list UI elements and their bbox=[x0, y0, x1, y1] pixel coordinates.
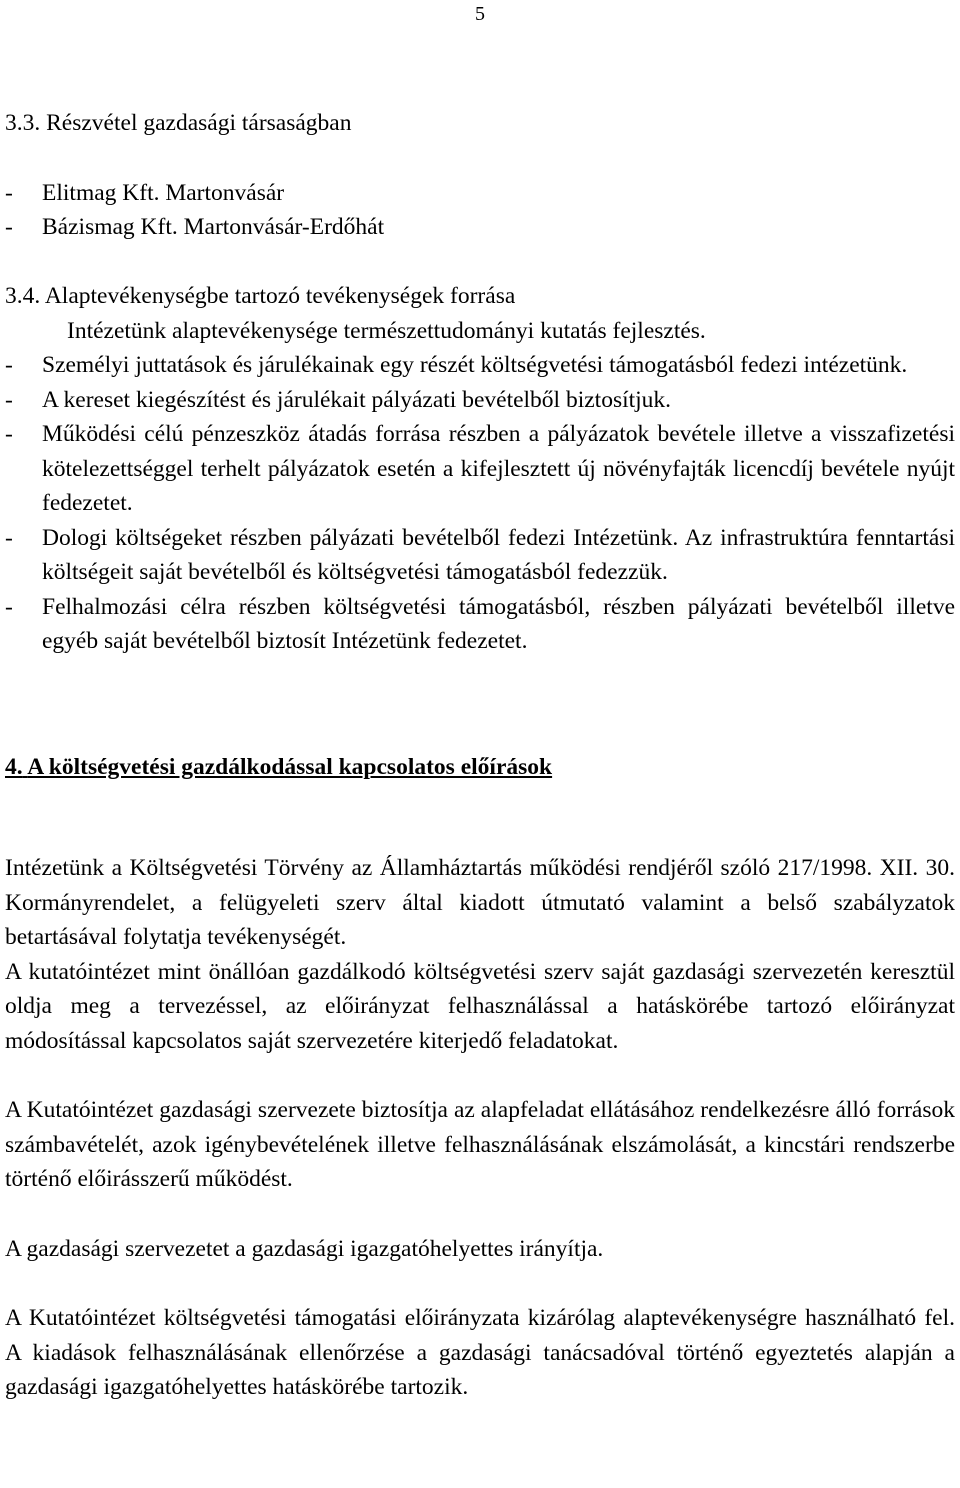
list-item: - Személyi juttatások és járulékainak egy részét költségvetési támogatásból fedezi intézetünk. bbox=[5, 352, 908, 378]
list-item: - Elitmag Kft. Martonvásár bbox=[5, 179, 285, 206]
paragraph: Intézetünk a Költségvetési Törvény az Államháztartás működési rendjéről szóló 217/1998. XII. 30. Kormányrendelet, a felügyeleti szerv által kiadott útmutató valamint a belső szabályzatok betartásával folytatja tevékenységét. bbox=[5, 855, 955, 950]
paragraph: A Kutatóintézet költségvetési támogatási előirányzata kizárólag alaptevékenységre használható fel. A kiadások felhasználásának ellenőrzése a gazdasági tanácsadóval történő egyeztetés alapján a gazdasági igazgatóhelyettes hatáskörébe tartozik. bbox=[5, 1305, 955, 1400]
list-item: - Bázismag Kft. Martonvásár-Erdőhát bbox=[5, 214, 385, 240]
page-number: 5 bbox=[475, 3, 485, 25]
section-4-number: 4. bbox=[5, 754, 23, 780]
list-item: - A kereset kiegészítést és járulékait pályázati bevételből biztosítjuk. bbox=[5, 386, 672, 413]
section-4-body bbox=[5, 851, 955, 1405]
paragraph: A Kutatóintézet gazdasági szervezete biztosítja az alapfeladat ellátásához rendelkezésre álló források számbavételét, azok igénybevételének illetve felhasználásának elszámolását, a kincstári rendszerbe történő előirásszerű működést. bbox=[5, 1097, 955, 1192]
section-3-3 bbox=[5, 106, 955, 245]
list-item: - Működési célú pénzeszköz átadás forrása részben a pályázatok bevétele illetve a visszafizetési kötelezettséggel terhelt pályázatok esetén a kifejlesztett új növényfajták licencdíj bevétele nyújt fedezetet. bbox=[5, 421, 955, 516]
section-4-title: A költségvetési gazdálkodással kapcsolatos előírások bbox=[27, 754, 553, 780]
section-3-4-intro: Intézetünk alaptevékenysége természettudományi kutatás fejlesztés. bbox=[67, 317, 706, 344]
list-item: - Dologi költségeket részben pályázati bevételből fedezi Intézetünk. Az infrastruktúra fenntartási költségeit saját bevételből és költségvetési támogatásból fedezzük. bbox=[5, 524, 955, 585]
paragraph: A kutatóintézet mint önállóan gazdálkodó költségvetési szerv saját gazdasági szervezetén keresztül oldja meg a tervezéssel, az előirányzat felhasználással a hatáskörébe tartozó előirányzat módosítással kapcsolatos saját szervezetére kiterjedő feladatokat. bbox=[5, 958, 955, 1054]
paragraph: A gazdasági szervezetet a gazdasági igazgatóhelyettes irányítja. bbox=[5, 1235, 604, 1262]
section-3-4 bbox=[5, 279, 955, 659]
list-item: - Felhalmozási célra részben költségvetési támogatásból, részben pályázati bevételből illetve egyéb saját bevételből biztosít Intézetünk fedezetet. bbox=[5, 593, 955, 654]
section-4-heading bbox=[5, 750, 955, 785]
section-3-3-heading: 3.3. Részvétel gazdasági társaságban bbox=[5, 110, 352, 136]
section-3-4-heading: 3.4. Alaptevékenységbe tartozó tevékenységek forrása bbox=[5, 283, 516, 309]
